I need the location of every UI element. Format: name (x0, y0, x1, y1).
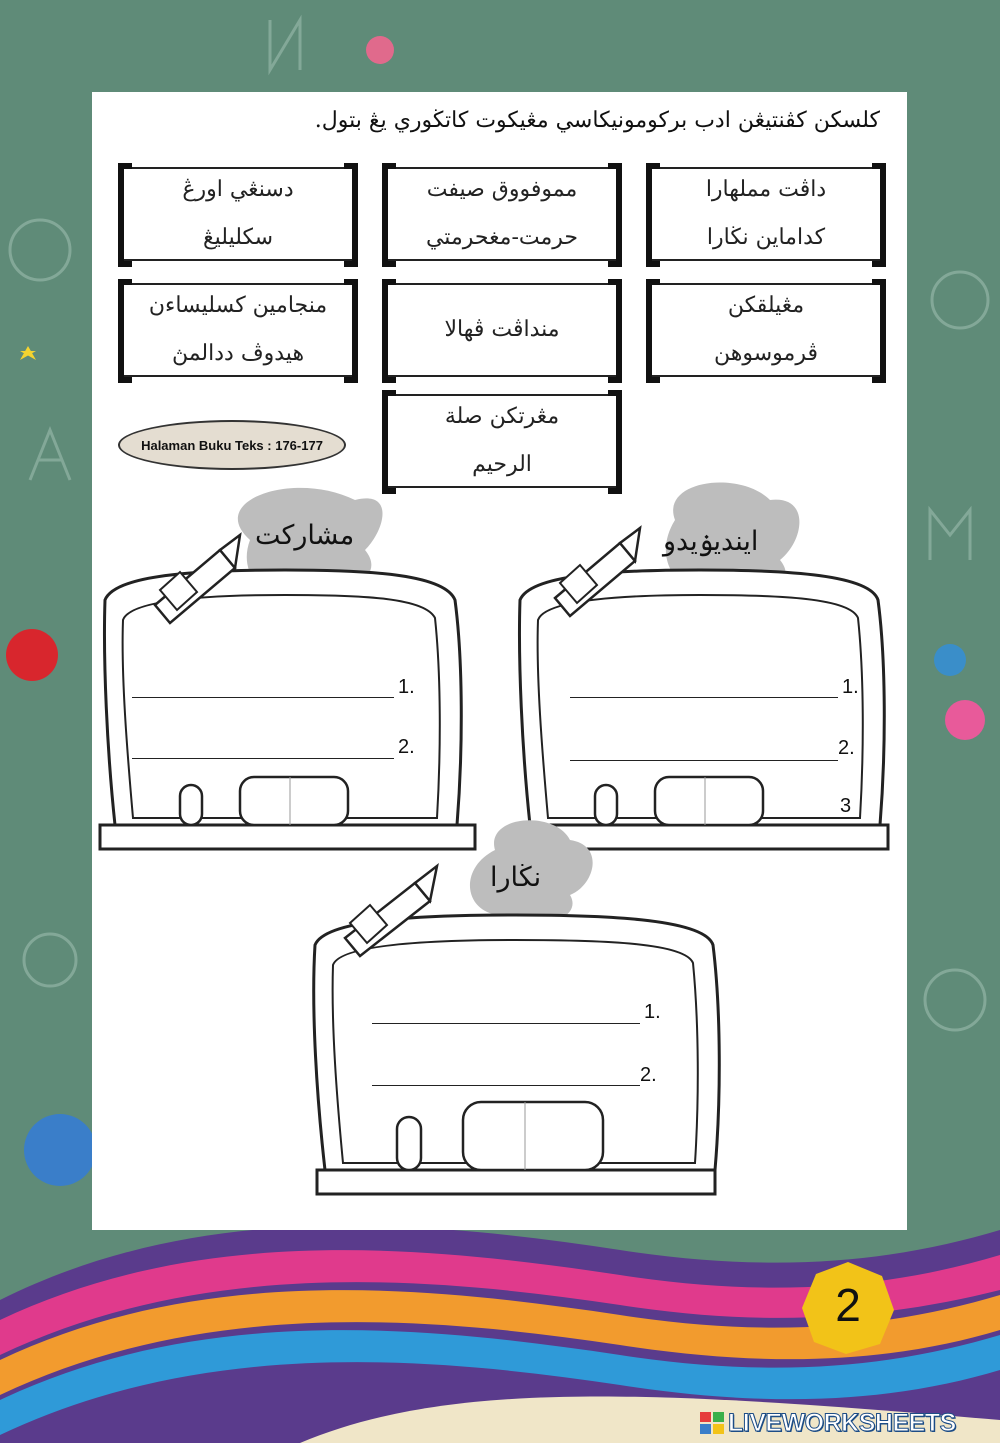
card-line: حرمت-مغحرمتي (425, 225, 579, 250)
item-number: 2. (640, 1064, 657, 1086)
answer-line[interactable] (372, 1023, 640, 1024)
item-number: 1. (644, 1001, 661, 1023)
card-line: دسنڠي اورڠ (182, 177, 294, 202)
answer-line[interactable] (132, 697, 394, 698)
liveworksheets-brand[interactable] (700, 1408, 992, 1438)
card-line: ڤرموسوهن (714, 341, 818, 366)
item-number: 1. (842, 676, 859, 698)
card-line: هيدوڤ ددالمڽ (171, 341, 305, 366)
answer-line[interactable] (570, 760, 838, 761)
brand-name: LIVEWORKSHEETS (728, 1408, 956, 1437)
card-line: داڤت مملهارا (705, 177, 827, 202)
page-number: 2 (835, 1279, 861, 1331)
card-line: منجامين كسليساءن (148, 293, 328, 318)
board-heading: نڬارا (490, 862, 542, 893)
item-number: 2. (398, 736, 415, 758)
board-heading: ايندیۏيدو (663, 526, 759, 557)
board-heading: مشاركت (255, 520, 355, 551)
answer-card[interactable] (386, 394, 618, 488)
item-number: 3 (840, 795, 852, 817)
card-line: مڠيلقكن (727, 293, 805, 318)
answer-line[interactable] (372, 1085, 640, 1086)
card-line: مڠرتكن صلة (444, 404, 560, 429)
card-line: سكليليڠ (202, 225, 274, 250)
instruction-title: كلسكن كڤنتيڠن ادب بركومونيكاسي مڠيكوت كاتڬوري يڠ بتول. (314, 108, 880, 133)
card-line: منداڤت ڤهالا (444, 317, 560, 342)
item-number: 2. (838, 737, 855, 759)
liveworksheets-logo-icon (700, 1412, 724, 1434)
item-number: 1. (398, 676, 415, 698)
card-line: كداماين نڬارا (706, 225, 826, 250)
answer-card[interactable] (650, 283, 882, 377)
card-line: الرحيم (472, 452, 532, 477)
answer-card[interactable] (650, 167, 882, 261)
answer-card[interactable] (386, 283, 618, 377)
answer-line[interactable] (132, 758, 394, 759)
answer-line[interactable] (570, 697, 838, 698)
answer-card[interactable] (386, 167, 618, 261)
answer-card[interactable] (122, 283, 354, 377)
card-line: مموفووق صيفت (426, 177, 578, 202)
answer-card[interactable] (122, 167, 354, 261)
textbook-page-reference: Halaman Buku Teks : 176-177 (118, 420, 346, 470)
